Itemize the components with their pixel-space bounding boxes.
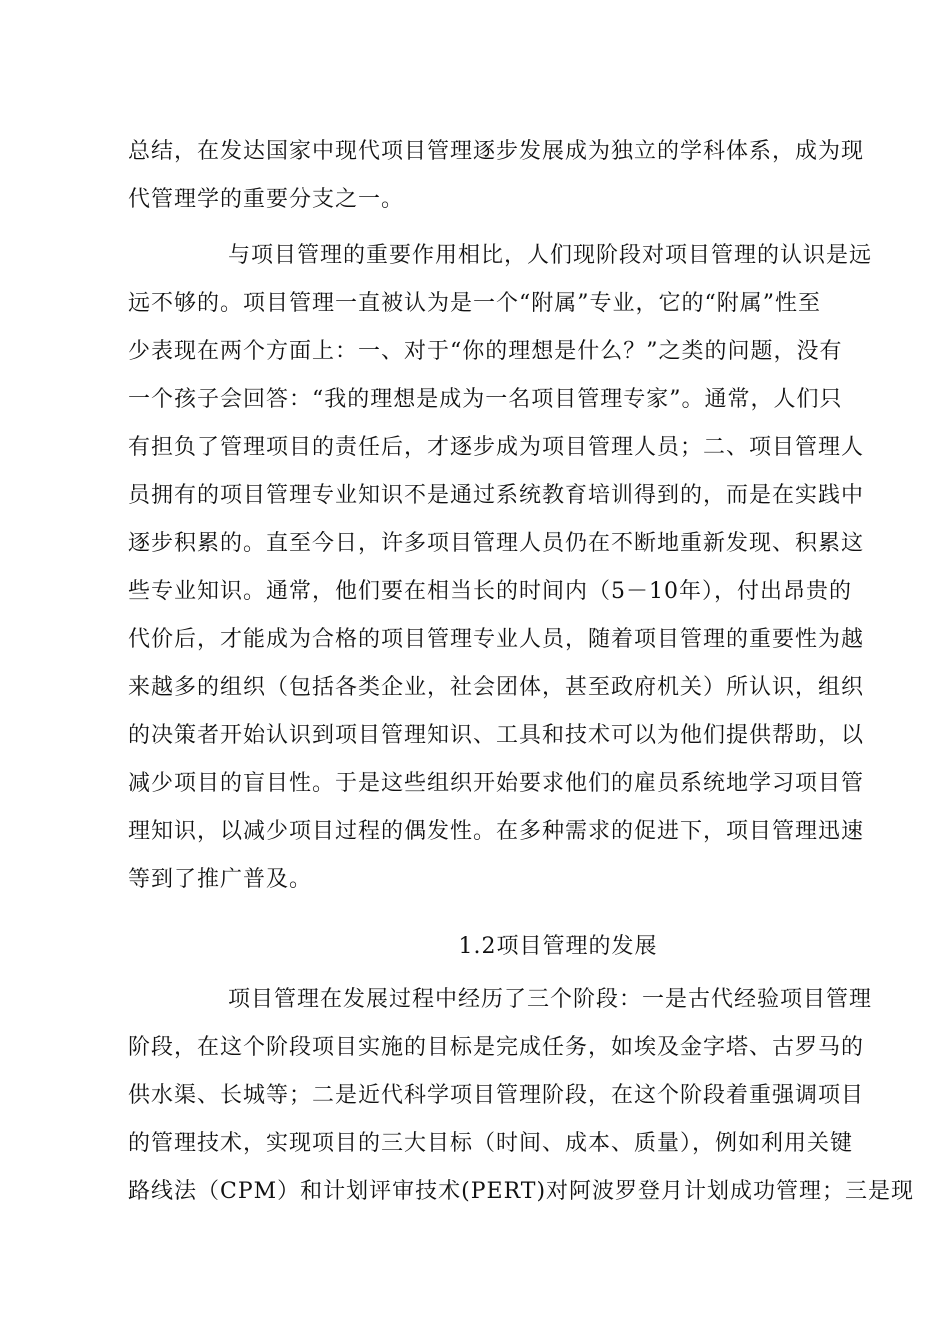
text-line: 等到了推广普及。 — [128, 867, 313, 892]
text-line-indented: 项目管理在发展过程中经历了三个阶段：一是古代经验项目管理 — [228, 987, 873, 1012]
text-line: 来越多的组织（包括各类企业，社会团体，甚至政府机关）所认识，组织 — [128, 675, 865, 700]
paragraph-continuation — [128, 128, 868, 224]
paragraph-project-management-recognition — [128, 232, 873, 904]
text-line: 代管理学的重要分支之一。 — [128, 187, 405, 212]
text-line: 一个孩子会回答：“我的理想是成为一名项目管理专家”。通常，人们只 — [128, 387, 843, 412]
text-line: 阶段，在这个阶段项目实施的目标是完成任务，如埃及金字塔、古罗马的 — [128, 1035, 865, 1060]
text-line: 员拥有的项目管理专业知识不是通过系统教育培训得到的，而是在实践中 — [128, 483, 865, 508]
text-line-indented: 与项目管理的重要作用相比，人们现阶段对项目管理的认识是远 — [228, 243, 873, 268]
text-line: 供水渠、长城等；二是近代科学项目管理阶段，在这个阶段着重强调项目 — [128, 1083, 865, 1108]
text-line: 减少项目的盲目性。于是这些组织开始要求他们的雇员系统地学习项目管 — [128, 771, 865, 796]
text-line: 路线法（CPM）和计划评审技术(PERT)对阿波罗登月计划成功管理；三是现 — [128, 1179, 915, 1204]
text-line: 远不够的。项目管理一直被认为是一个“附属”专业，它的“附属”性至 — [128, 291, 821, 316]
section-heading: 1.2项目管理的发展 — [458, 934, 658, 959]
text-line: 逐步积累的。直至今日，许多项目管理人员仍在不断地重新发现、积累这 — [128, 531, 865, 556]
text-line: 总结，在发达国家中现代项目管理逐步发展成为独立的学科体系，成为现 — [128, 139, 865, 164]
text-line: 的决策者开始认识到项目管理知识、工具和技术可以为他们提供帮助，以 — [128, 723, 865, 748]
paragraph-development-stages — [128, 976, 915, 1216]
text-line: 代价后，才能成为合格的项目管理专业人员，随着项目管理的重要性为越 — [128, 627, 865, 652]
text-line: 有担负了管理项目的责任后，才逐步成为项目管理人员；二、项目管理人 — [128, 435, 865, 460]
text-line: 少表现在两个方面上：一、对于“你的理想是什么？”之类的问题，没有 — [128, 339, 843, 364]
text-line: 的管理技术，实现项目的三大目标（时间、成本、质量），例如利用关键 — [128, 1131, 854, 1156]
text-line: 些专业知识。通常，他们要在相当长的时间内（5－10年），付出昂贵的 — [128, 579, 852, 604]
text-line: 理知识，以减少项目过程的偶发性。在多种需求的促进下，项目管理迅速 — [128, 819, 865, 844]
